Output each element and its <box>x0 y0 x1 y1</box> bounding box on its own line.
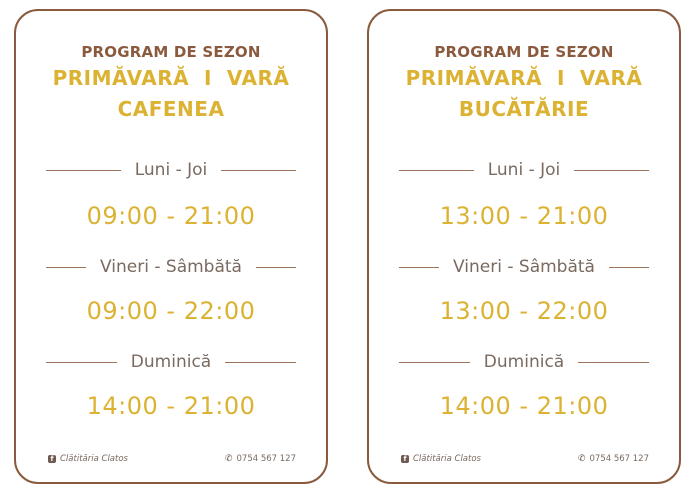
facebook-icon: f <box>401 455 409 463</box>
day-label: Vineri - Sâmbătă <box>453 257 595 277</box>
venue-title: BUCĂTĂRIE <box>458 97 590 121</box>
venue-title: CAFENEA <box>117 97 225 121</box>
day-row-mon-thu <box>399 159 649 181</box>
phone-icon: ✆ <box>224 454 233 464</box>
divider-line <box>46 362 117 363</box>
divider-line <box>221 170 296 171</box>
facebook-contact <box>401 454 481 464</box>
card-header <box>369 43 679 121</box>
divider-line <box>574 170 649 171</box>
day-row-sun <box>399 351 649 373</box>
card-footer <box>48 452 296 466</box>
card-header <box>16 43 326 121</box>
phone-contact <box>225 454 296 464</box>
day-row-mon-thu <box>46 159 296 181</box>
day-label: Luni - Joi <box>134 160 208 180</box>
kitchen-schedule-card <box>367 9 681 484</box>
card-footer <box>401 452 649 466</box>
day-row-fri-sat <box>399 256 649 278</box>
program-title: PROGRAM DE SEZON <box>434 43 614 61</box>
day-row-fri-sat <box>46 256 296 278</box>
season-title: PRIMĂVARĂ I VARĂ <box>52 66 290 90</box>
facebook-contact <box>48 454 128 464</box>
facebook-name: Clătităria Clatos <box>413 454 481 464</box>
season-title: PRIMĂVARĂ I VARĂ <box>405 66 643 90</box>
day-label: Luni - Joi <box>487 160 561 180</box>
divider-line <box>256 267 296 268</box>
facebook-name: Clătităria Clatos <box>60 454 128 464</box>
divider-line <box>225 362 296 363</box>
divider-line <box>399 267 439 268</box>
divider-line <box>46 170 121 171</box>
divider-line <box>578 362 649 363</box>
phone-icon: ✆ <box>577 454 586 464</box>
facebook-icon: f <box>48 455 56 463</box>
divider-line <box>46 267 86 268</box>
hours-mon-thu: 09:00 - 21:00 <box>86 202 256 230</box>
phone-number: 0754 567 127 <box>589 454 649 464</box>
phone-number: 0754 567 127 <box>236 454 296 464</box>
day-label: Duminică <box>483 352 565 372</box>
day-label: Vineri - Sâmbătă <box>100 257 242 277</box>
hours-fri-sat: 13:00 - 22:00 <box>439 297 609 325</box>
divider-line <box>399 170 474 171</box>
divider-line <box>609 267 649 268</box>
hours-sun: 14:00 - 21:00 <box>439 392 609 420</box>
program-title: PROGRAM DE SEZON <box>81 43 261 61</box>
hours-fri-sat: 09:00 - 22:00 <box>86 297 256 325</box>
day-row-sun <box>46 351 296 373</box>
hours-sun: 14:00 - 21:00 <box>86 392 256 420</box>
cafe-schedule-card <box>14 9 328 484</box>
divider-line <box>399 362 470 363</box>
hours-mon-thu: 13:00 - 21:00 <box>439 202 609 230</box>
day-label: Duminică <box>130 352 212 372</box>
phone-contact <box>578 454 649 464</box>
